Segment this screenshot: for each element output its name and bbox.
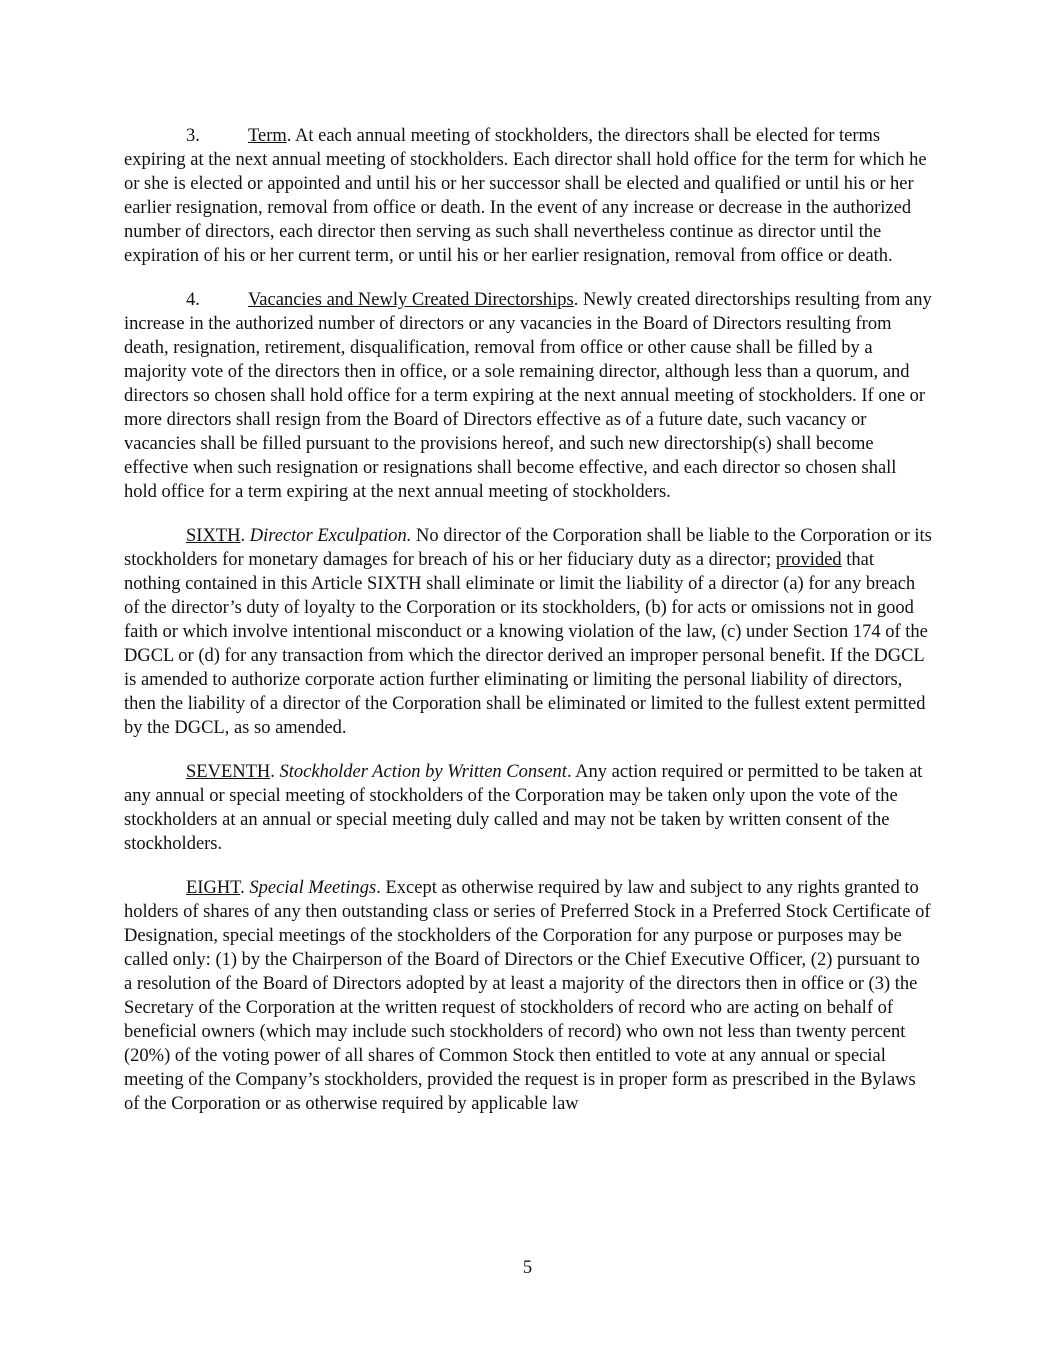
section-vacancies — [124, 288, 932, 504]
provided-term: provided — [775, 550, 842, 570]
article-separator: . — [240, 526, 250, 546]
article-label: EIGHT — [186, 878, 241, 898]
article-body: . Any action required or permitted to be taken at any annual or special meeting of stockholders of the Corporation may be taken only upon the vote of the stockholders at an annual or special meeting duly called and may not be taken by written consent of the stockholders. — [124, 762, 923, 854]
section-number: 3. — [186, 126, 200, 146]
article-title: Stockholder Action by Written Consent — [279, 762, 567, 782]
article-separator: . — [270, 762, 280, 782]
section-body: . At each annual meeting of stockholders, the directors shall be elected for terms expiring at the next annual meeting of stockholders. Each director shall hold office for the term for which he or she is elected or appointed and until his or her successor shall be elected and qualified or until his or her earlier resignation, removal from office or death. In the event of any increase or decrease in the authorized number of directors, each director then serving as such shall nevertheless continue as director until the expiration of his or her current term, or until his or her earlier resignation, removal from office or death. — [124, 126, 927, 266]
article-separator: . — [240, 878, 250, 898]
article-body: . Except as otherwise required by law and subject to any rights granted to holders of shares of any then outstanding class or series of Preferred Stock in a Preferred Stock Certificate of Designation, special meetings of the stockholders of the Corporation for any purpose or purposes may be called only: (1) by the Chairperson of the Board of Directors or the Chief Executive Officer, (2) pursuant to a resolution of the Board of Directors adopted by at least a majority of the directors then in office or (3) the Secretary of the Corporation at the written request of stockholders of record who are acting on behalf of beneficial owners (which may include such stockholders of record) who own not less than twenty percent (20%) of the voting power of all shares of Common Stock then entitled to vote at any annual or special meeting of the Company’s stockholders, provided the request is in proper form as prescribed in the Bylaws of the Corporation or as otherwise required by applicable law — [124, 878, 931, 1114]
section-body: . Newly created directorships resulting from any increase in the authorized number of directors or any vacancies in the Board of Directors resulting from death, resignation, retirement, disqualification, removal from office or other cause shall be filled by a majority vote of the directors then in office, or a sole remaining director, although less than a quorum, and directors so chosen shall hold office for a term expiring at the next annual meeting of stockholders. If one or more directors shall resign from the Board of Directors effective as of a future date, such vacancy or vacancies shall be filled pursuant to the provisions hereof, and such new directorship(s) shall become effective when such resignation or resignations shall become effective, and each director so chosen shall hold office for a term expiring at the next annual meeting of stockholders. — [124, 290, 932, 502]
article-title: Special Meetings — [249, 878, 377, 898]
article-label: SEVENTH — [186, 762, 271, 782]
article-body: No director of the Corporation shall be liable to the Corporation or its stockholders for monetary damages for breach of his or her fiduciary duty as a director; — [124, 526, 932, 570]
article-label: SIXTH — [186, 526, 241, 546]
document-page — [124, 124, 932, 1136]
article-sixth — [124, 524, 932, 740]
article-body-continued: that nothing contained in this Article SIXTH shall eliminate or limit the liability of a director (a) for any breach of the director’s duty of loyalty to the Corporation or its stockholders, (b) for acts or omissions not in good faith or which involve intentional misconduct or a knowing violation of the law, (c) under Section 174 of the DGCL or (d) for any transaction from which the director derived an improper personal benefit. If the DGCL is amended to authorize corporate action further eliminating or limiting the personal liability of directors, then the liability of a director of the Corporation shall be eliminated or limited to the fullest extent permitted by the DGCL, as so amended. — [124, 550, 928, 738]
section-term — [124, 124, 932, 268]
section-heading: Term — [248, 126, 287, 146]
page-number: 5 — [522, 1258, 533, 1278]
article-eight — [124, 876, 932, 1116]
article-seventh — [124, 760, 932, 856]
section-heading: Vacancies and Newly Created Directorships — [248, 290, 574, 310]
section-number: 4. — [186, 290, 200, 310]
article-title: Director Exculpation. — [249, 526, 412, 546]
